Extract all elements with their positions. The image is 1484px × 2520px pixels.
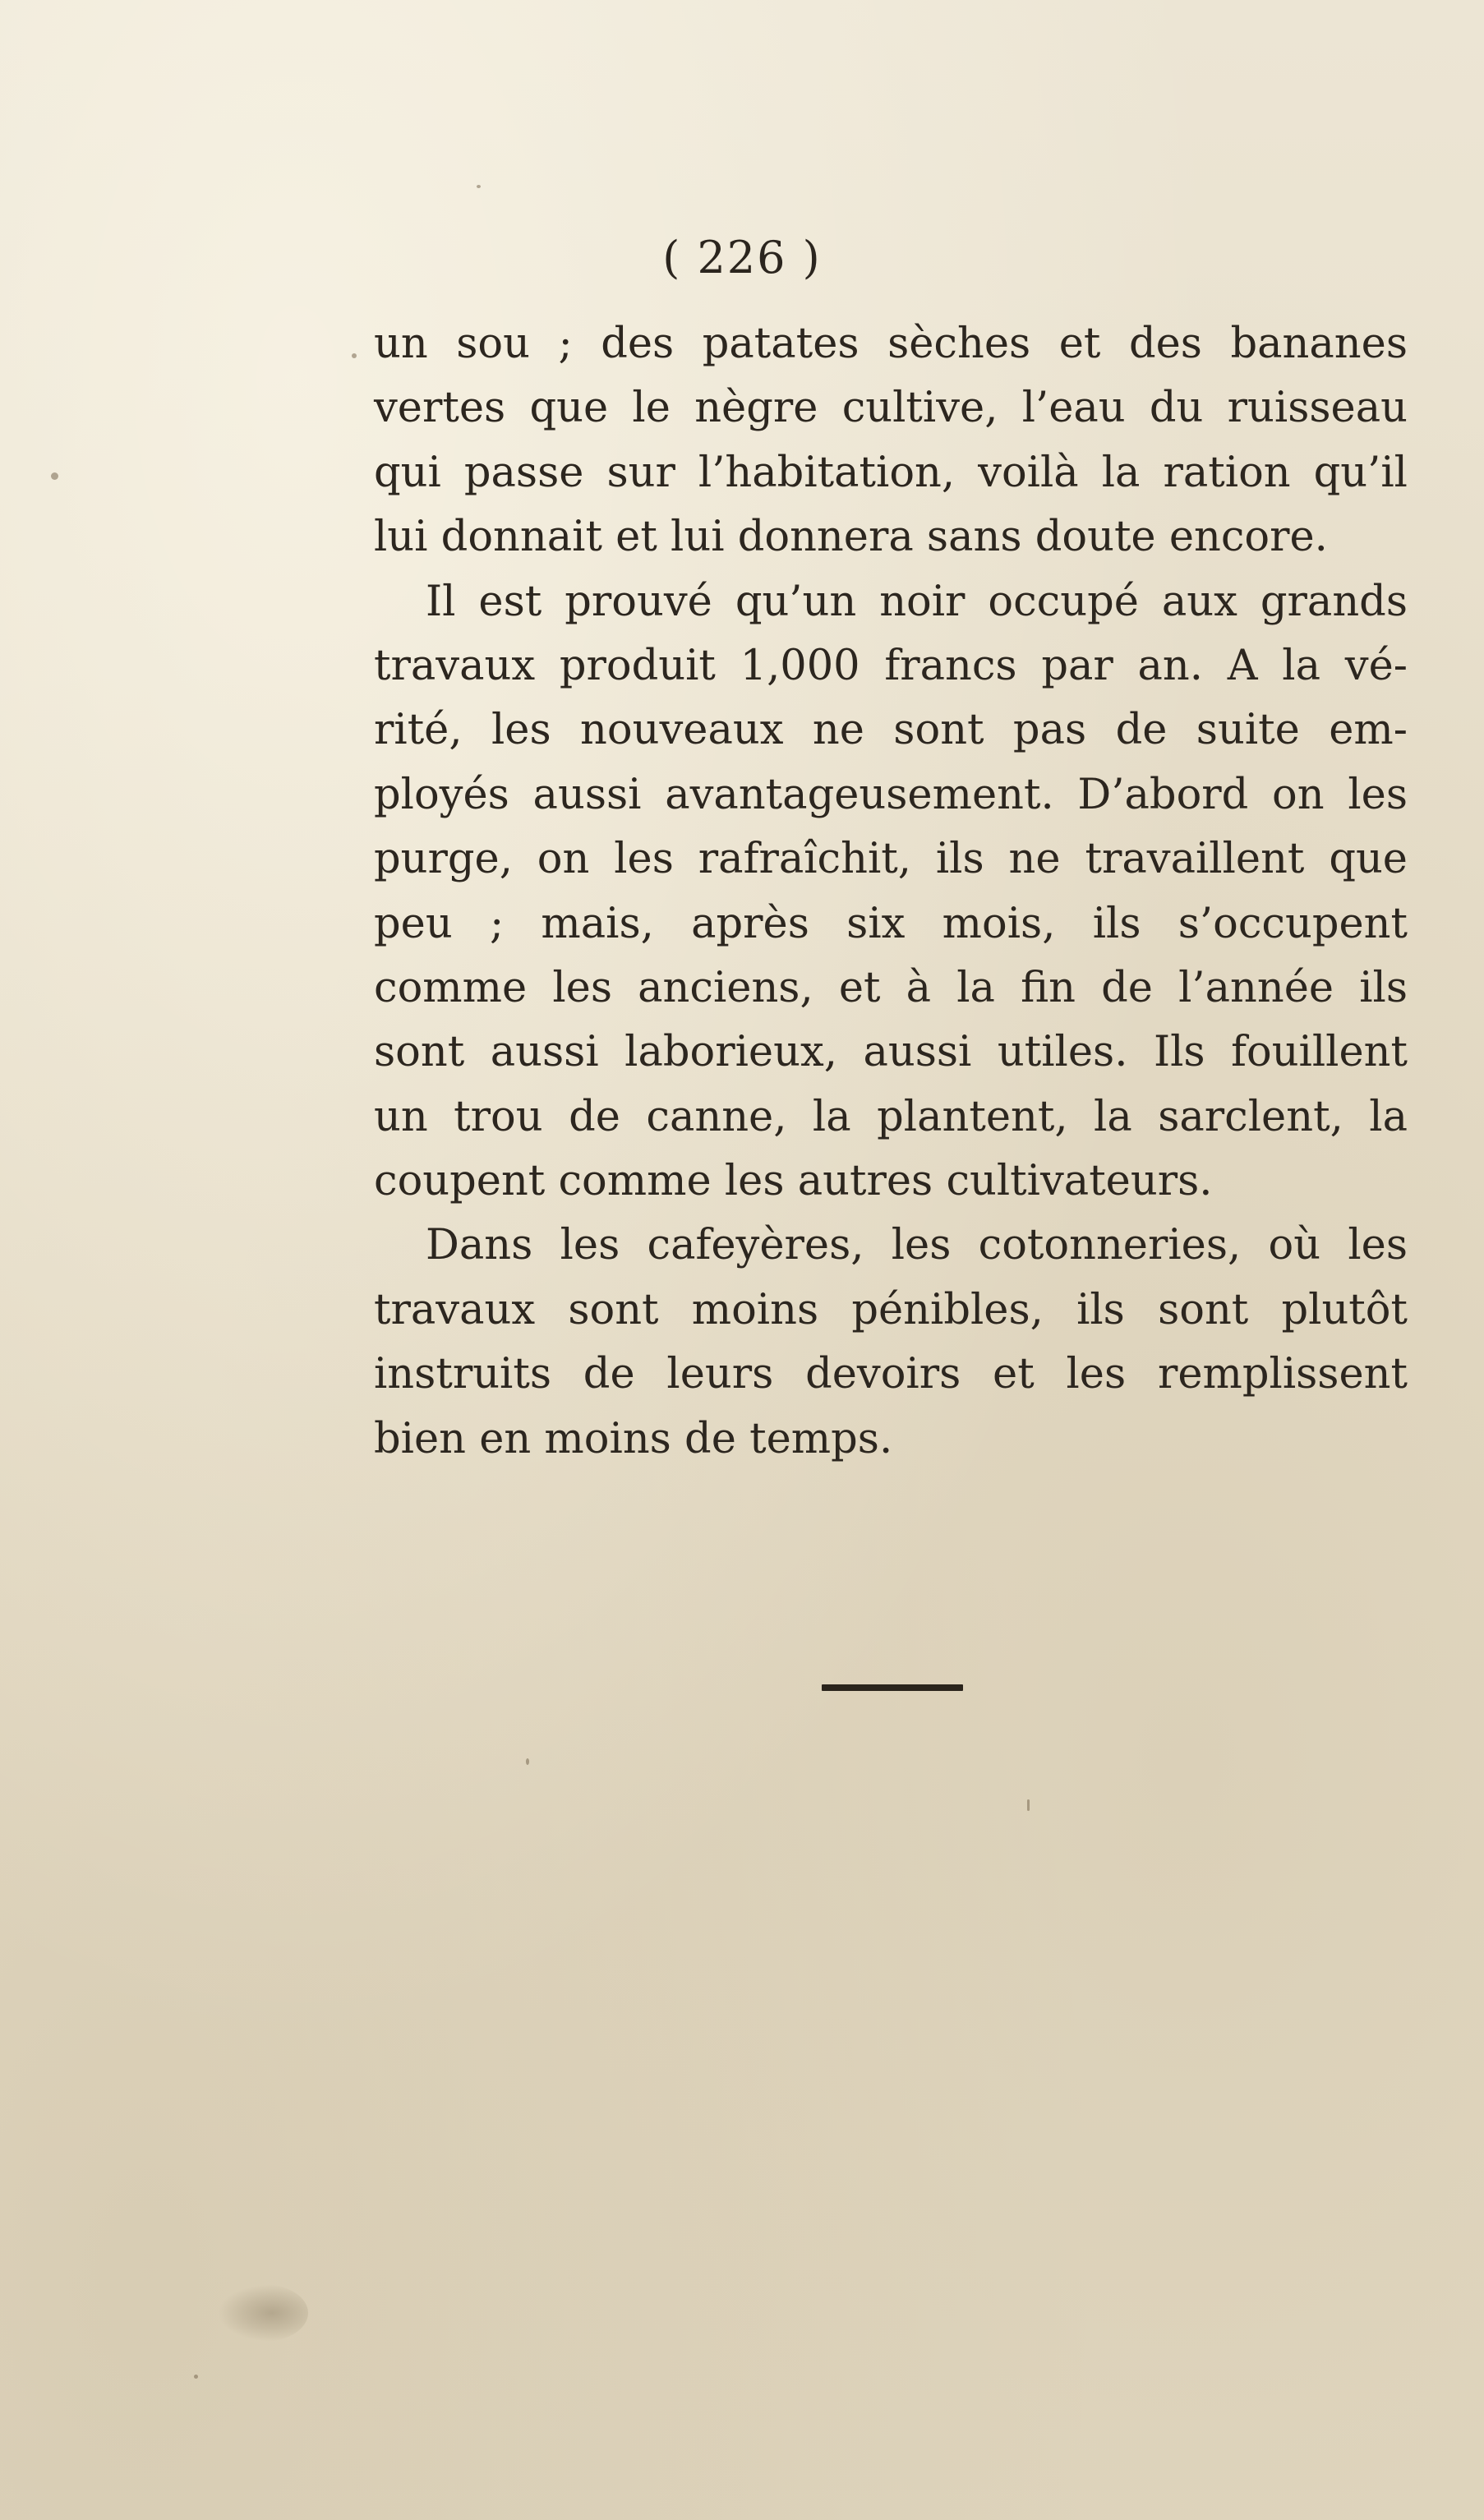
- paper-speck: [1027, 1799, 1030, 1811]
- paper-speck: [51, 472, 58, 480]
- text-line: qui passe sur l’habitation, voilà la ration qu’il: [374, 448, 1408, 497]
- text-line: purge, on les rafraîchit, ils ne travaillent que: [374, 835, 1408, 884]
- text-line: un sou ; des patates sèches et des bananes: [374, 320, 1408, 368]
- text-line: sont aussi laborieux, aussi utiles. Ils fouillent: [374, 1028, 1408, 1077]
- body-text: [374, 312, 1408, 1472]
- paper-speck: [194, 2375, 198, 2379]
- text-line: rité, les nouveaux ne sont pas de suite em-: [374, 706, 1408, 755]
- paragraph-end-line: bien en moins de temps.: [374, 1414, 893, 1463]
- show-through-ink: [362, 1471, 1430, 2062]
- paper-speck: [526, 1758, 529, 1765]
- paper-speck: [477, 185, 481, 188]
- text-line: ployés aussi avantageusement. D’abord on les: [374, 770, 1408, 819]
- text-line: vertes que le nègre cultive, l’eau du ruisseau: [374, 384, 1408, 433]
- text-line: travaux sont moins pénibles, ils sont plutôt: [374, 1285, 1408, 1334]
- text-line: peu ; mais, après six mois, ils s’occupent: [374, 899, 1408, 948]
- paragraph-end-line: lui donnait et lui donnera sans doute encore.: [374, 513, 1328, 562]
- text-line: instruits de leurs devoirs et les remplissent: [374, 1350, 1408, 1399]
- paper-stain: [218, 2284, 308, 2342]
- paper-speck: [352, 353, 357, 358]
- page-number: ( 226 ): [662, 232, 822, 283]
- text-line: travaux produit 1,000 francs par an. A la vé-: [374, 641, 1408, 690]
- paragraph-start-line: Dans les cafeyères, les cotonneries, où les: [426, 1221, 1408, 1270]
- paragraph-end-line: coupent comme les autres cultivateurs.: [374, 1157, 1213, 1206]
- text-line: comme les anciens, et à la fin de l’année ils: [374, 963, 1408, 1012]
- paragraph-start-line: Il est prouvé qu’un noir occupé aux grands: [426, 577, 1408, 626]
- text-line: un trou de canne, la plantent, la sarclent, la: [374, 1092, 1408, 1141]
- section-end-rule: [822, 1684, 963, 1691]
